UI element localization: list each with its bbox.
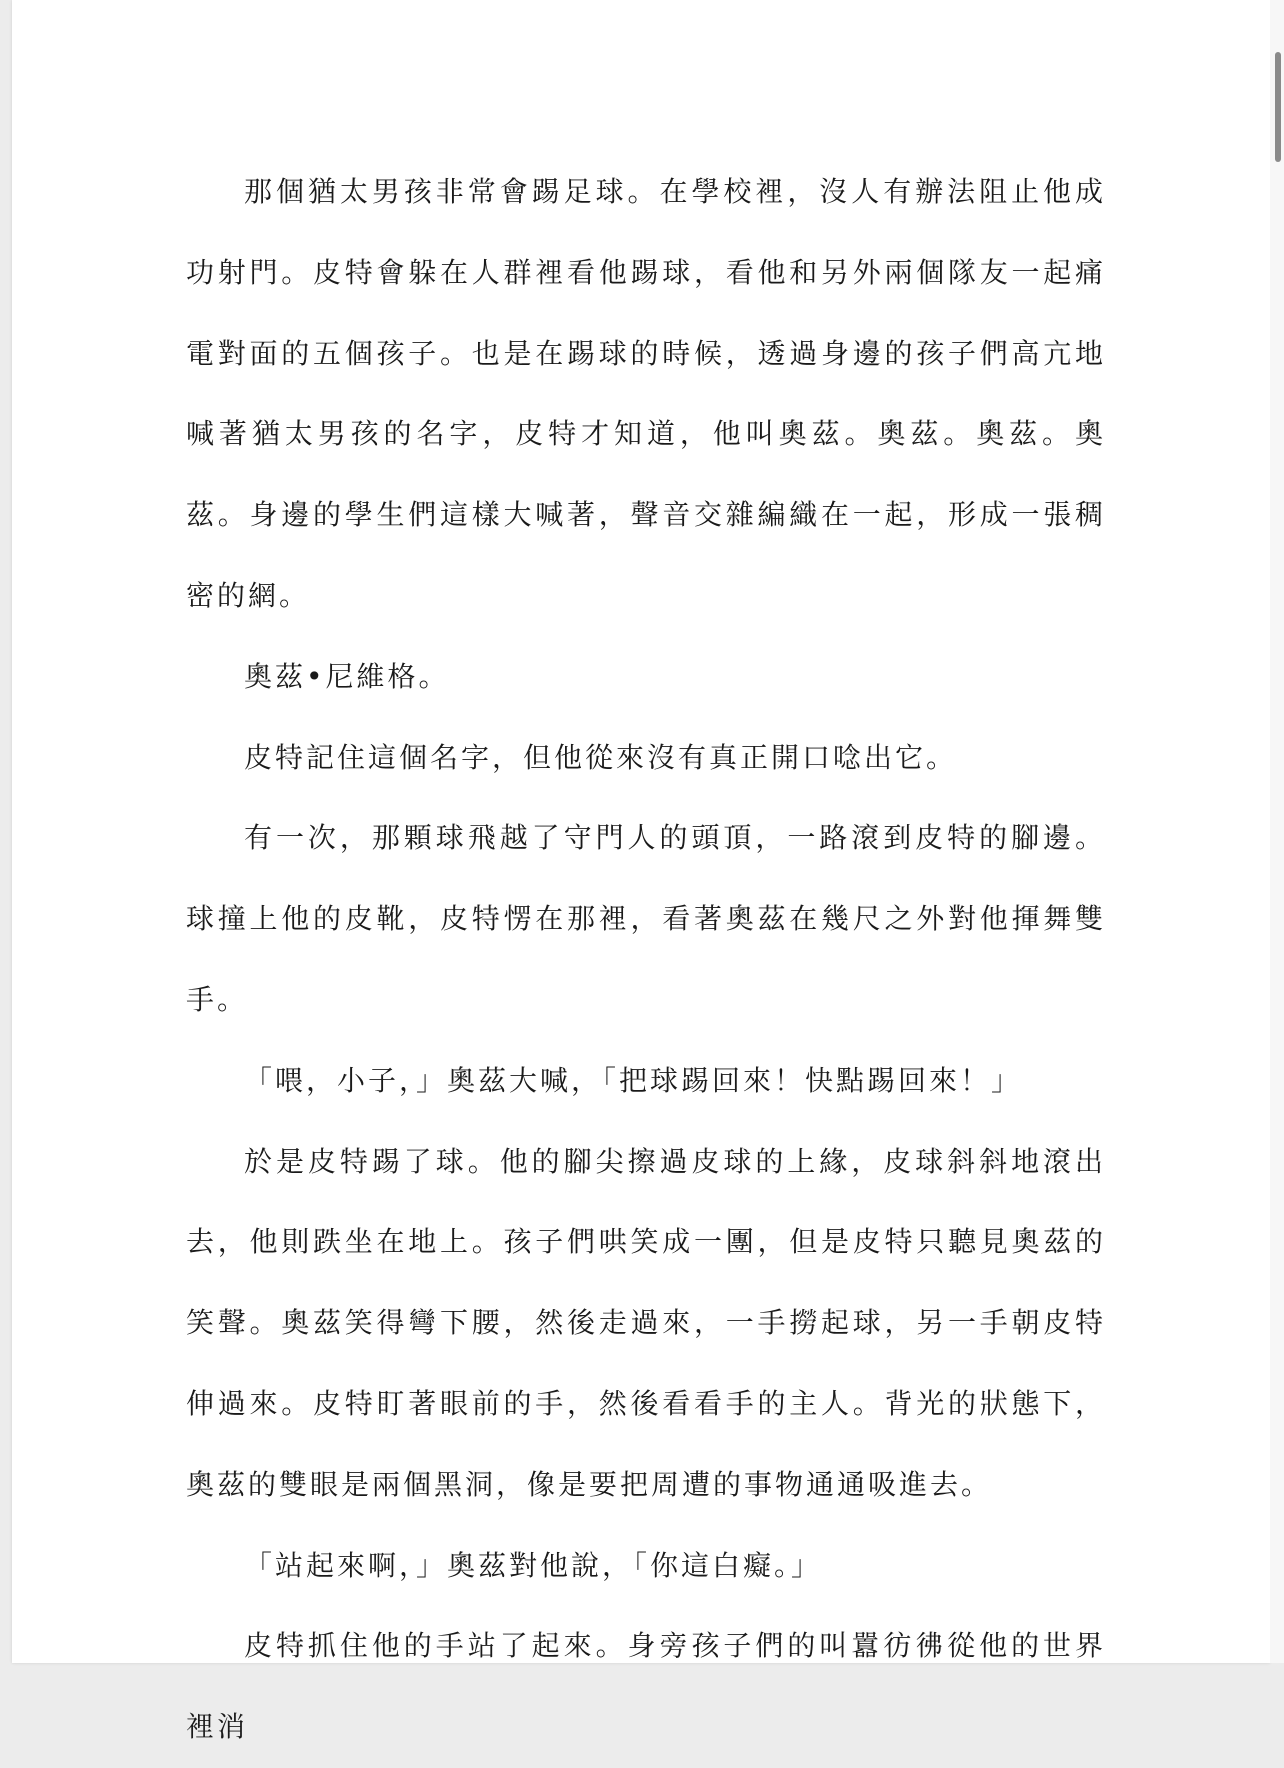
- paragraph: 「站起來啊，」奧茲對他說，「你這白癡。」: [244, 1548, 823, 1582]
- paragraph: 有一次，那顆球飛越了守門人的頭頂，一路滾到皮特的腳邊。球撞上他的皮靴，皮特愣在那裡，看著奧茲在幾尺之外對他揮舞雙手。: [186, 821, 1106, 1016]
- vertical-scrollbar[interactable]: [1270, 0, 1284, 1663]
- paragraph: 皮特抓住他的手站了起來。身旁孩子們的叫囂彷彿從他的世界裡消: [186, 1629, 1106, 1744]
- paragraph: 「喂，小子，」奧茲大喊，「把球踢回來！快點踢回來！」: [244, 1063, 1023, 1097]
- document-page: [12, 0, 1270, 1744]
- document-body: [186, 152, 1106, 1768]
- paragraph: 那個猶太男孩非常會踢足球。在學校裡，沒人有辦法阻止他成功射門。皮特會躲在人群裡看他踢球，看他和另外兩個隊友一起痛電對面的五個孩子。也是在踢球的時候，透過身邊的孩子們高亢地喊著猶太男孩的名字，皮特才知道，他叫奧茲。奧茲。奧茲。奧茲。身邊的學生們這樣大喊著，聲音交雜編織在一起，形成一張稠密的網。: [186, 175, 1106, 612]
- paragraph: 於是皮特踢了球。他的腳尖擦過皮球的上緣，皮球斜斜地滾出去，他則跌坐在地上。孩子們哄笑成一團，但是皮特只聽見奧茲的笑聲。奧茲笑得彎下腰，然後走過來，一手撈起球，另一手朝皮特伸過來。皮特盯著眼前的手，然後看看手的主人。背光的狀態下，奧茲的雙眼是兩個黑洞，像是要把周遭的事物通通吸進去。: [186, 1144, 1106, 1501]
- paragraph: 皮特記住這個名字，但他從來沒有真正開口唸出它。: [244, 740, 958, 774]
- scrollbar-thumb[interactable]: [1275, 52, 1281, 162]
- paragraph: 奧茲•尼維格。: [244, 659, 450, 693]
